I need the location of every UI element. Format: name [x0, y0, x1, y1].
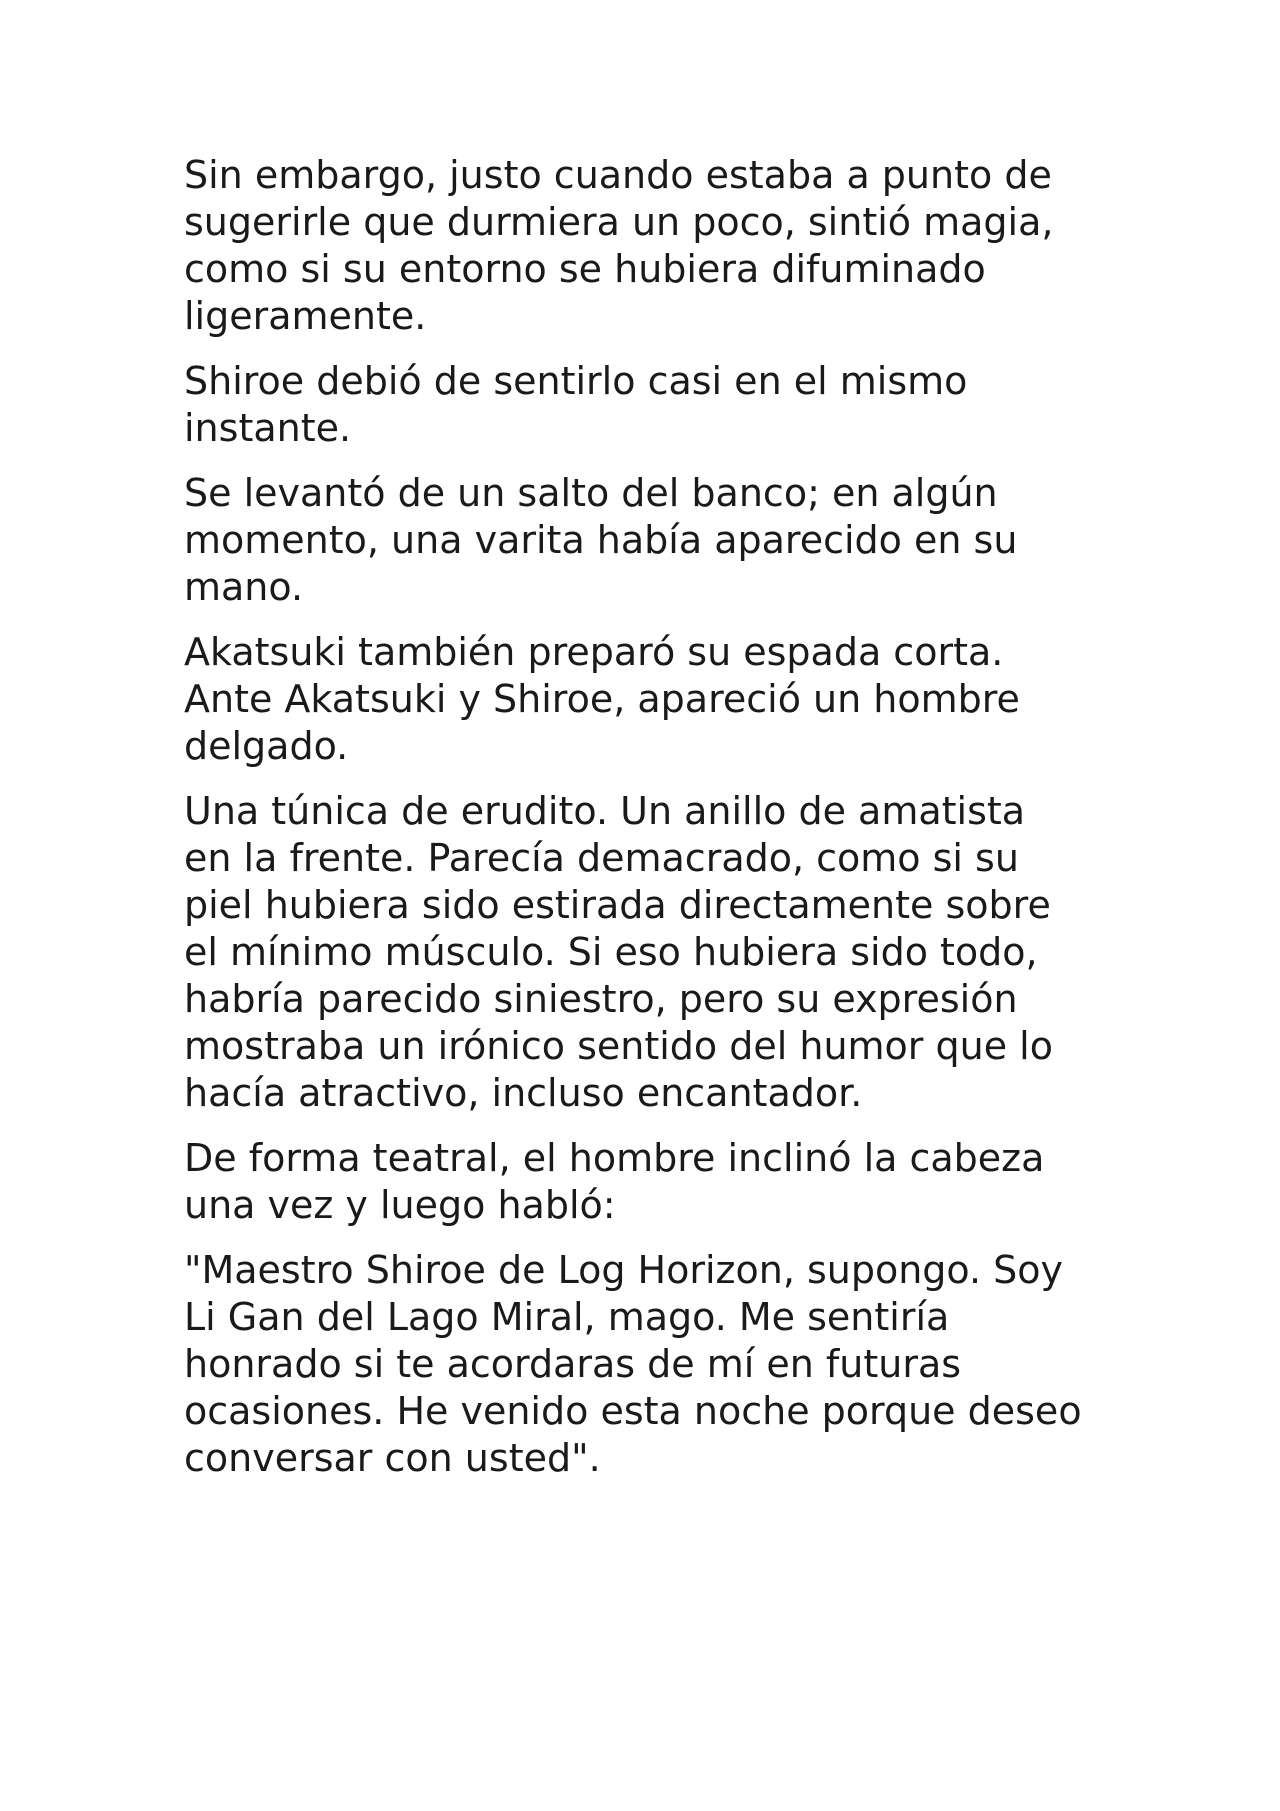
paragraph-6 — [184, 1135, 1124, 1229]
paragraph-3 — [184, 470, 1124, 611]
text-line: momento, una varita había aparecido en su — [184, 518, 1018, 562]
text-line: el mínimo músculo. Si eso hubiera sido todo, — [184, 930, 1038, 974]
text-line: mano. — [184, 565, 304, 609]
text-line: piel hubiera sido estirada directamente sobre — [184, 883, 1051, 927]
text-line: Li Gan del Lago Miral, mago. Me sentiría — [184, 1295, 950, 1339]
body-text — [184, 152, 1124, 1500]
text-line: ligeramente. — [184, 294, 427, 338]
paragraph-5 — [184, 788, 1124, 1117]
text-line: una vez y luego habló: — [184, 1183, 616, 1227]
text-line: delgado. — [184, 724, 349, 768]
paragraph-4 — [184, 629, 1124, 770]
text-line: "Maestro Shiroe de Log Horizon, supongo. Soy — [184, 1248, 1064, 1292]
text-line: sugerirle que durmiera un poco, sintió magia, — [184, 200, 1054, 244]
paragraph-7 — [184, 1247, 1124, 1482]
text-line: hacía atractivo, incluso encantador. — [184, 1071, 863, 1115]
text-line: De forma teatral, el hombre inclinó la cabeza — [184, 1136, 1045, 1180]
text-line: como si su entorno se hubiera difuminado — [184, 247, 986, 291]
text-line: Sin embargo, justo cuando estaba a punto de — [184, 153, 1052, 197]
text-line: en la frente. Parecía demacrado, como si su — [184, 836, 1019, 880]
paragraph-2 — [184, 358, 1124, 452]
text-line: habría parecido siniestro, pero su expresión — [184, 977, 1018, 1021]
text-line: Akatsuki también preparó su espada corta. — [184, 630, 1004, 674]
text-line: honrado si te acordaras de mí en futuras — [184, 1342, 962, 1386]
text-line: Una túnica de erudito. Un anillo de amatista — [184, 789, 1026, 833]
paragraph-1 — [184, 152, 1124, 340]
text-line: instante. — [184, 406, 352, 450]
text-line: Se levantó de un salto del banco; en algún — [184, 471, 998, 515]
text-line: Ante Akatsuki y Shiroe, apareció un hombre — [184, 677, 1020, 721]
text-line: ocasiones. He venido esta noche porque deseo — [184, 1389, 1082, 1433]
text-line: mostraba un irónico sentido del humor que lo — [184, 1024, 1053, 1068]
text-line: conversar con usted". — [184, 1436, 601, 1480]
text-line: Shiroe debió de sentirlo casi en el mismo — [184, 359, 968, 403]
